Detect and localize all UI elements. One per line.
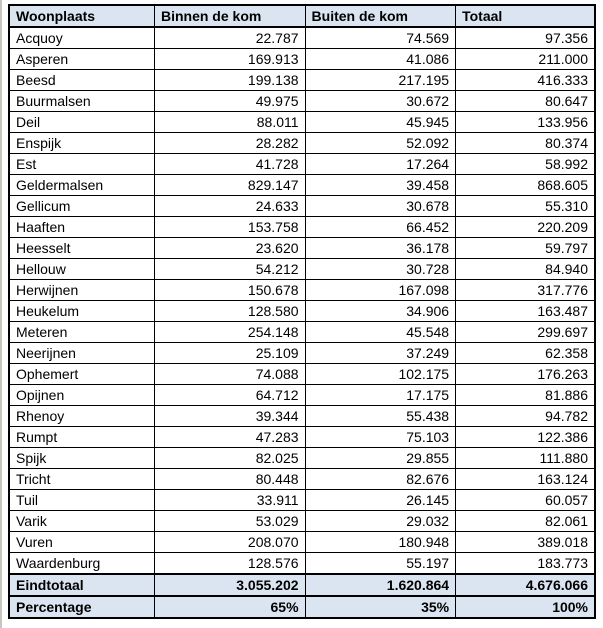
col-header-totaal: Totaal xyxy=(456,5,595,27)
percentage-totaal: 100% xyxy=(456,596,595,618)
place-cell: Neerijnen xyxy=(9,343,154,364)
place-cell: Tuil xyxy=(9,490,154,511)
value-cell: 41.728 xyxy=(154,154,305,175)
value-cell: 49.975 xyxy=(154,91,305,112)
value-cell: 28.282 xyxy=(154,133,305,154)
value-cell: 55.310 xyxy=(456,196,595,217)
value-cell: 47.283 xyxy=(154,427,305,448)
table-container xyxy=(8,4,596,619)
value-cell: 45.548 xyxy=(305,322,456,343)
value-cell: 54.212 xyxy=(154,259,305,280)
table-row xyxy=(9,217,595,238)
value-cell: 58.992 xyxy=(456,154,595,175)
header-row xyxy=(9,5,595,27)
value-cell: 41.086 xyxy=(305,49,456,70)
value-cell: 82.061 xyxy=(456,511,595,532)
place-cell: Beesd xyxy=(9,70,154,91)
value-cell: 80.647 xyxy=(456,91,595,112)
value-cell: 82.676 xyxy=(305,469,456,490)
value-cell: 80.374 xyxy=(456,133,595,154)
table-row xyxy=(9,196,595,217)
place-cell: Tricht xyxy=(9,469,154,490)
value-cell: 199.138 xyxy=(154,70,305,91)
table-row xyxy=(9,301,595,322)
table-row xyxy=(9,175,595,196)
value-cell: 52.092 xyxy=(305,133,456,154)
value-cell: 128.576 xyxy=(154,553,305,575)
table-row xyxy=(9,343,595,364)
value-cell: 66.452 xyxy=(305,217,456,238)
value-cell: 39.458 xyxy=(305,175,456,196)
place-cell: Asperen xyxy=(9,49,154,70)
total-binnen-de-kom: 3.055.202 xyxy=(154,574,305,596)
value-cell: 163.124 xyxy=(456,469,595,490)
table-row xyxy=(9,511,595,532)
table-row xyxy=(9,259,595,280)
value-cell: 55.438 xyxy=(305,406,456,427)
page-edge-strip xyxy=(0,0,2,628)
table-row xyxy=(9,27,595,49)
table-row xyxy=(9,280,595,301)
value-cell: 97.356 xyxy=(456,27,595,49)
col-header-buiten-de-kom: Buiten de kom xyxy=(305,5,456,27)
table-row xyxy=(9,469,595,490)
value-cell: 220.209 xyxy=(456,217,595,238)
value-cell: 74.088 xyxy=(154,364,305,385)
value-cell: 217.195 xyxy=(305,70,456,91)
value-cell: 25.109 xyxy=(154,343,305,364)
value-cell: 868.605 xyxy=(456,175,595,196)
value-cell: 84.940 xyxy=(456,259,595,280)
table-row xyxy=(9,322,595,343)
place-cell: Rhenoy xyxy=(9,406,154,427)
percentage-buiten-de-kom: 35% xyxy=(305,596,456,618)
place-cell: Buurmalsen xyxy=(9,91,154,112)
value-cell: 30.678 xyxy=(305,196,456,217)
place-cell: Ophemert xyxy=(9,364,154,385)
value-cell: 75.103 xyxy=(305,427,456,448)
value-cell: 36.178 xyxy=(305,238,456,259)
value-cell: 150.678 xyxy=(154,280,305,301)
table-row xyxy=(9,112,595,133)
value-cell: 30.672 xyxy=(305,91,456,112)
table-row xyxy=(9,553,595,575)
value-cell: 60.057 xyxy=(456,490,595,511)
value-cell: 29.855 xyxy=(305,448,456,469)
place-cell: Spijk xyxy=(9,448,154,469)
table-row xyxy=(9,385,595,406)
place-cell: Gellicum xyxy=(9,196,154,217)
value-cell: 128.580 xyxy=(154,301,305,322)
value-cell: 82.025 xyxy=(154,448,305,469)
value-cell: 163.487 xyxy=(456,301,595,322)
value-cell: 211.000 xyxy=(456,49,595,70)
value-cell: 80.448 xyxy=(154,469,305,490)
value-cell: 317.776 xyxy=(456,280,595,301)
table-row xyxy=(9,406,595,427)
percentage-row xyxy=(9,596,595,618)
value-cell: 88.011 xyxy=(154,112,305,133)
value-cell: 53.029 xyxy=(154,511,305,532)
value-cell: 59.797 xyxy=(456,238,595,259)
value-cell: 37.249 xyxy=(305,343,456,364)
value-cell: 24.633 xyxy=(154,196,305,217)
place-cell: Rumpt xyxy=(9,427,154,448)
value-cell: 26.145 xyxy=(305,490,456,511)
value-cell: 34.906 xyxy=(305,301,456,322)
value-cell: 183.773 xyxy=(456,553,595,575)
place-cell: Heukelum xyxy=(9,301,154,322)
value-cell: 17.264 xyxy=(305,154,456,175)
value-cell: 254.148 xyxy=(154,322,305,343)
value-cell: 29.032 xyxy=(305,511,456,532)
value-cell: 180.948 xyxy=(305,532,456,553)
table-row xyxy=(9,427,595,448)
total-row xyxy=(9,574,595,596)
population-table xyxy=(8,4,596,619)
place-cell: Meteren xyxy=(9,322,154,343)
col-header-binnen-de-kom: Binnen de kom xyxy=(154,5,305,27)
total-totaal: 4.676.066 xyxy=(456,574,595,596)
value-cell: 17.175 xyxy=(305,385,456,406)
place-cell: Haaften xyxy=(9,217,154,238)
table-row xyxy=(9,364,595,385)
table-row xyxy=(9,154,595,175)
value-cell: 45.945 xyxy=(305,112,456,133)
value-cell: 33.911 xyxy=(154,490,305,511)
place-cell: Hellouw xyxy=(9,259,154,280)
percentage-row-label: Percentage xyxy=(9,596,154,618)
place-cell: Heesselt xyxy=(9,238,154,259)
value-cell: 62.358 xyxy=(456,343,595,364)
table-row xyxy=(9,238,595,259)
table-row xyxy=(9,70,595,91)
value-cell: 389.018 xyxy=(456,532,595,553)
place-cell: Est xyxy=(9,154,154,175)
place-cell: Varik xyxy=(9,511,154,532)
value-cell: 94.782 xyxy=(456,406,595,427)
place-cell: Deil xyxy=(9,112,154,133)
total-row-label: Eindtotaal xyxy=(9,574,154,596)
total-buiten-de-kom: 1.620.864 xyxy=(305,574,456,596)
value-cell: 122.386 xyxy=(456,427,595,448)
table-row xyxy=(9,133,595,154)
table-row xyxy=(9,490,595,511)
table-row xyxy=(9,49,595,70)
value-cell: 111.880 xyxy=(456,448,595,469)
value-cell: 829.147 xyxy=(154,175,305,196)
value-cell: 176.263 xyxy=(456,364,595,385)
percentage-binnen-de-kom: 65% xyxy=(154,596,305,618)
value-cell: 55.197 xyxy=(305,553,456,575)
table-row xyxy=(9,532,595,553)
value-cell: 208.070 xyxy=(154,532,305,553)
value-cell: 30.728 xyxy=(305,259,456,280)
place-cell: Herwijnen xyxy=(9,280,154,301)
table-row xyxy=(9,91,595,112)
value-cell: 167.098 xyxy=(305,280,456,301)
value-cell: 22.787 xyxy=(154,27,305,49)
value-cell: 81.886 xyxy=(456,385,595,406)
value-cell: 74.569 xyxy=(305,27,456,49)
value-cell: 133.956 xyxy=(456,112,595,133)
value-cell: 64.712 xyxy=(154,385,305,406)
place-cell: Geldermalsen xyxy=(9,175,154,196)
value-cell: 299.697 xyxy=(456,322,595,343)
value-cell: 416.333 xyxy=(456,70,595,91)
table-row xyxy=(9,448,595,469)
value-cell: 169.913 xyxy=(154,49,305,70)
place-cell: Vuren xyxy=(9,532,154,553)
place-cell: Waardenburg xyxy=(9,553,154,575)
place-cell: Opijnen xyxy=(9,385,154,406)
value-cell: 23.620 xyxy=(154,238,305,259)
place-cell: Acquoy xyxy=(9,27,154,49)
col-header-woonplaats: Woonplaats xyxy=(9,5,154,27)
value-cell: 153.758 xyxy=(154,217,305,238)
table-body xyxy=(9,27,595,574)
value-cell: 102.175 xyxy=(305,364,456,385)
place-cell: Enspijk xyxy=(9,133,154,154)
value-cell: 39.344 xyxy=(154,406,305,427)
